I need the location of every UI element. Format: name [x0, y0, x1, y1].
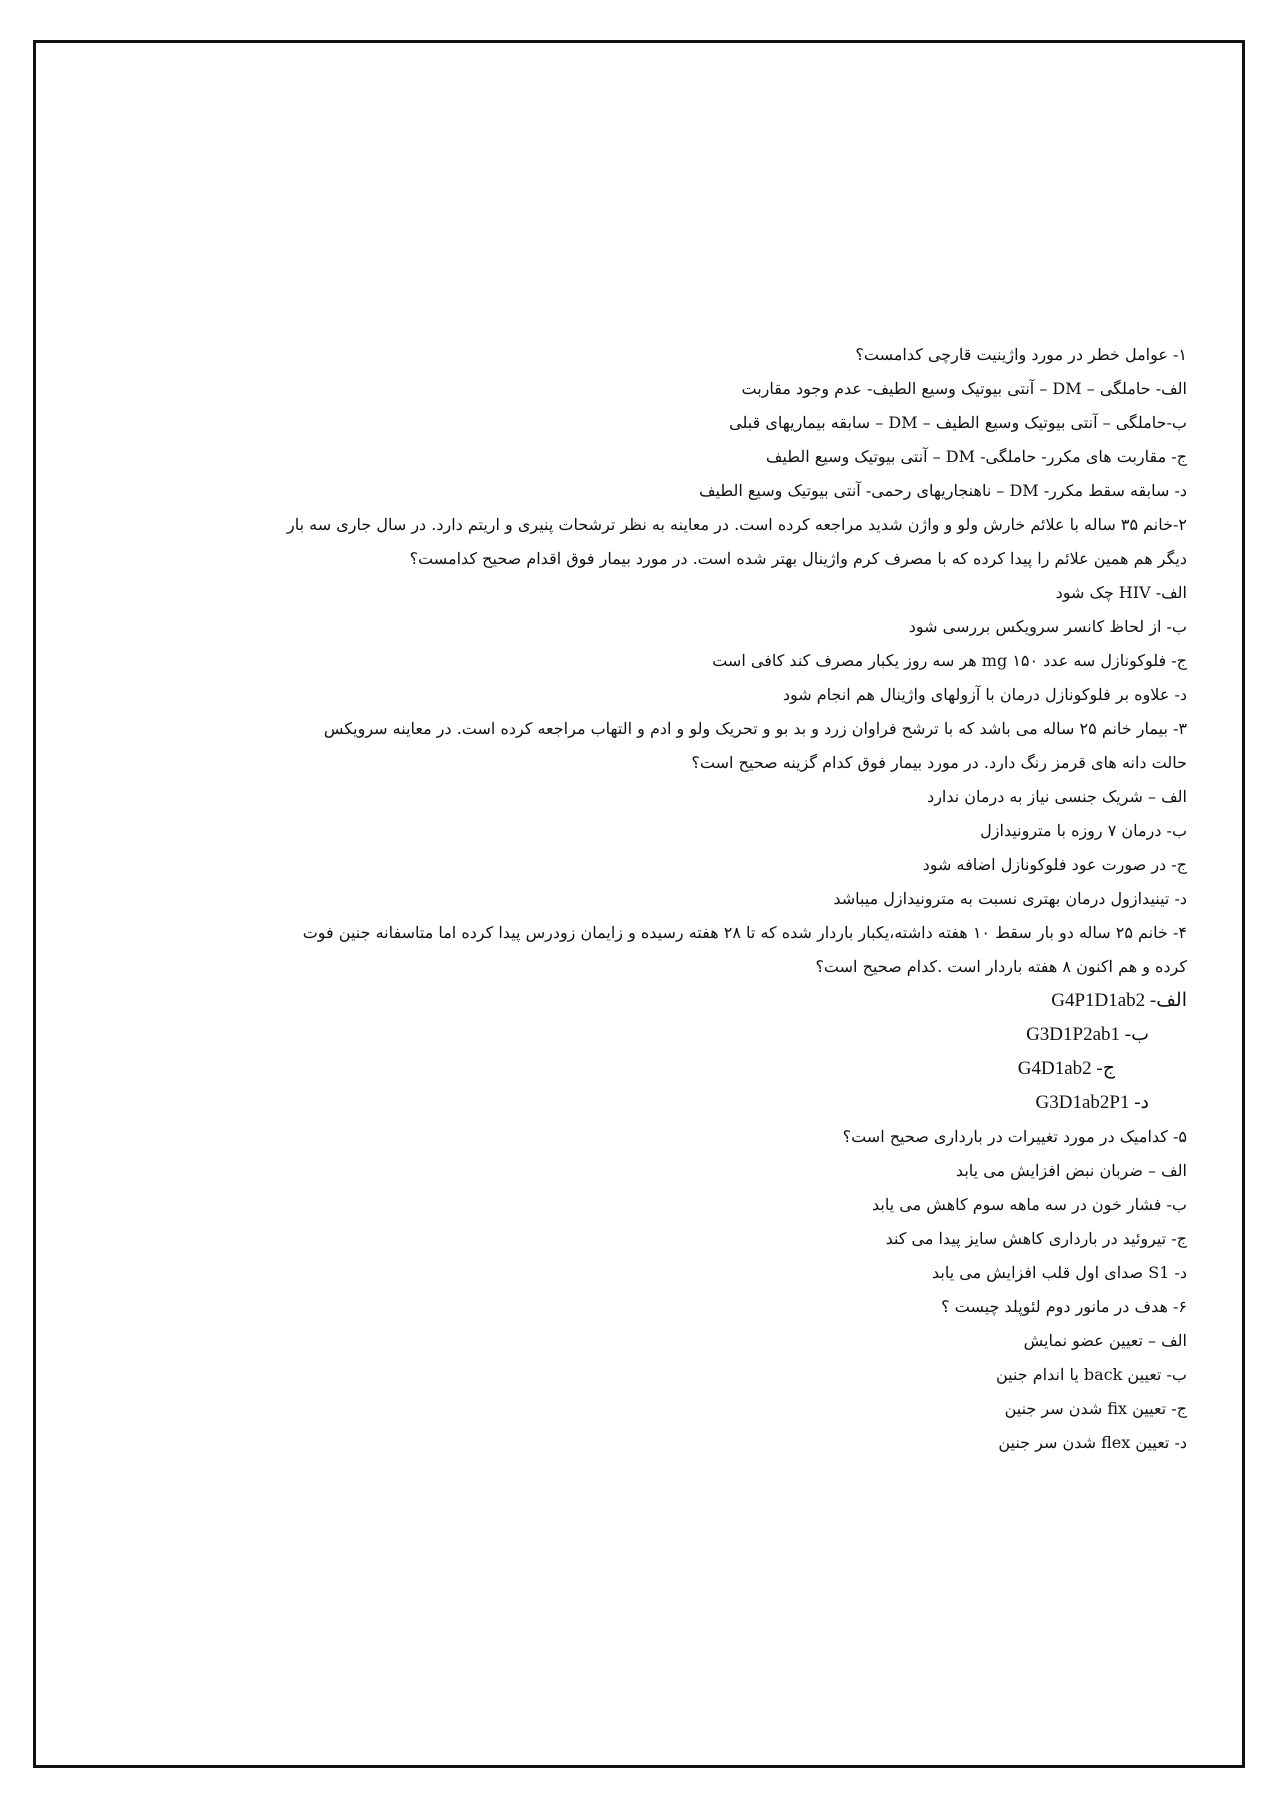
question-4-text-line-2: کرده و هم اکنون ۸ هفته باردار است .کدام صحیح است؟: [815, 957, 1187, 976]
question-5-option-b: ب- فشار خون در سه ماهه سوم کاهش می یابد: [872, 1195, 1187, 1214]
question-3-text-line-2: حالت دانه های قرمز رنگ دارد. در مورد بیمار فوق کدام گزینه صحیح است؟: [691, 753, 1187, 772]
question-1-option-d: د- سابقه سقط مکرر- DM – ناهنجاریهای رحمی- آنتی بیوتیک وسیع الطیف: [698, 481, 1187, 500]
question-4-option-a: الف- G4P1D1ab2: [1051, 990, 1187, 1011]
question-4-option-d: د- G3D1ab2P1: [1035, 1092, 1149, 1113]
question-2-option-a: الف- HIV چک شود: [1055, 583, 1187, 602]
question-2-text-line-2: دیگر هم همین علائم را پیدا کرده که با مصرف کرم واژینال بهتر شده است. در مورد بیمار فوق اقدام صحیح کدامست؟: [409, 549, 1187, 568]
question-3-option-b: ب- درمان ۷ روزه با مترونیدازل: [980, 821, 1187, 840]
question-3-option-a: الف – شریک جنسی نیاز به درمان ندارد: [927, 787, 1187, 806]
question-4-text-line-1: ۴- خانم ۲۵ ساله دو بار سقط ۱۰ هفته داشته،یکبار باردار شده که تا ۲۸ هفته رسیده و زایمان زودرس پیدا کرده اما متاسفانه جنین فوت: [302, 923, 1187, 942]
question-6-option-b: ب- تعیین back یا اندام جنین: [995, 1365, 1187, 1384]
question-2-option-d: د- علاوه بر فلوکونازل درمان با آزولهای واژینال هم انجام شود: [782, 685, 1187, 704]
question-3-option-c: ج- در صورت عود فلوکونازل اضافه شود: [922, 855, 1187, 874]
question-4-option-b: ب- G3D1P2ab1: [1026, 1024, 1149, 1045]
question-4-option-c: ج- G4D1ab2: [1017, 1058, 1115, 1079]
question-2-option-c: ج- فلوکونازل سه عدد ۱۵۰ mg هر سه روز یکبار مصرف کند کافی است: [712, 651, 1187, 670]
question-5-option-c: ج- تیروئید در بارداری کاهش سایز پیدا می کند: [885, 1229, 1187, 1248]
question-6-option-d: د- تعیین flex شدن سر جنین: [998, 1433, 1187, 1452]
question-3-option-d: د- تینیدازول درمان بهتری نسبت به مترونیدازل میباشد: [833, 889, 1187, 908]
question-2-text-line-1: ۲-خانم ۳۵ ساله با علائم خارش ولو و واژن شدید مراجعه کرده است. در معاینه به نظر ترشحات پنیری و اریتم دارد. در سال جاری سه بار: [287, 515, 1187, 534]
question-5-option-a: الف – ضربان نبض افزایش می یابد: [955, 1161, 1187, 1180]
exam-content: [87, 338, 1187, 1460]
question-5-text: ۵- کدامیک در مورد تغییرات در بارداری صحیح است؟: [842, 1127, 1187, 1146]
question-6-text: ۶- هدف در مانور دوم لئوپلد چیست ؟: [941, 1297, 1187, 1316]
question-1-option-a: الف- حاملگی – DM – آنتی بیوتیک وسیع الطیف- عدم وجود مقاربت: [741, 379, 1187, 398]
question-6-option-c: ج- تعیین fix شدن سر جنین: [1004, 1399, 1187, 1418]
question-3-text-line-1: ۳- بیمار خانم ۲۵ ساله می باشد که با ترشح فراوان زرد و بد بو و تحریک ولو و ادم و التهاب مراجعه کرده است. در معاینه سرویکس: [323, 719, 1187, 738]
question-1-option-b: ب-حاملگی – آنتی بیوتیک وسیع الطیف – DM – سابقه بیماریهای قبلی: [729, 413, 1187, 432]
question-6-option-a: الف – تعیین عضو نمایش: [1023, 1331, 1187, 1350]
question-5-option-d: د- S1 صدای اول قلب افزایش می یابد: [932, 1263, 1187, 1282]
question-2-option-b: ب- از لحاظ کانسر سرویکس بررسی شود: [908, 617, 1187, 636]
question-1-option-c: ج- مقاربت های مکرر- حاملگی- DM – آنتی بیوتیک وسیع الطیف: [765, 447, 1187, 466]
question-1-text: ۱- عوامل خطر در مورد واژینیت قارچی کدامست؟: [855, 345, 1187, 364]
